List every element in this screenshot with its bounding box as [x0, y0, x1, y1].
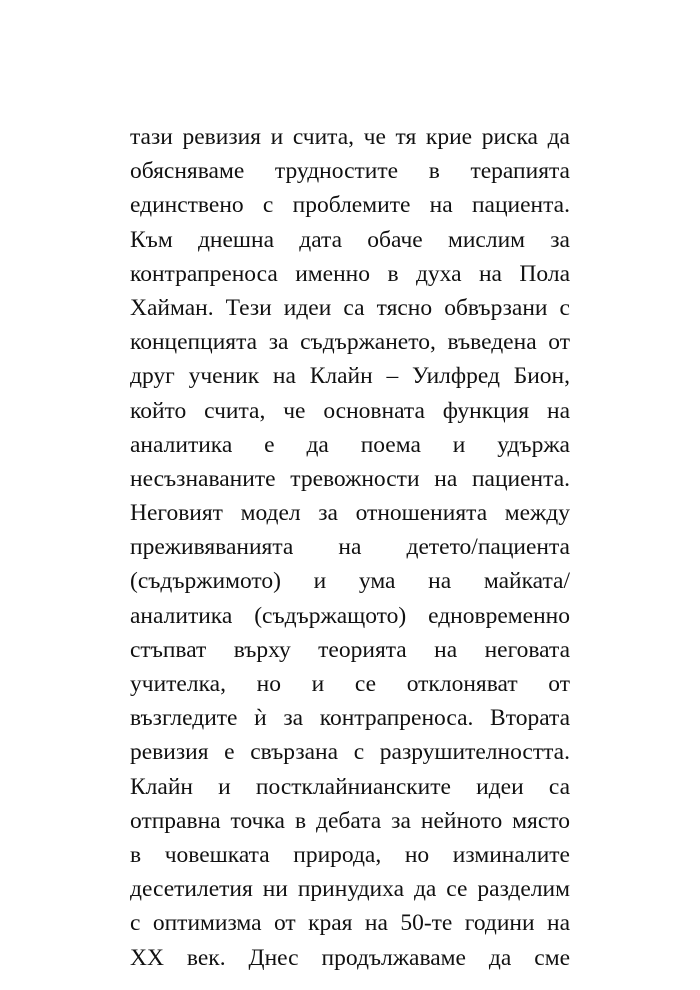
- text-line: Към днешна дата обаче мислим за: [130, 226, 570, 253]
- text-line: Хайман. Тези идеи са тясно обвързани с: [130, 294, 570, 321]
- text-line: възгледите ѝ за контрапреноса. Втората: [130, 705, 570, 732]
- text-line: с оптимизма от края на 50-те години на: [130, 910, 570, 937]
- body-text: [130, 120, 570, 975]
- text-line: в човешката природа, но изминалите: [130, 841, 570, 868]
- text-line: тази ревизия и счита, че тя крие риска да: [130, 124, 570, 150]
- text-line: несъзнаваните тревожности на пациента.: [130, 465, 570, 492]
- text-line: ревизия е свързана с разрушителността.: [130, 739, 570, 766]
- text-line: XX век. Днес продължаваме да сме: [130, 944, 570, 971]
- text-line: обясняваме трудностите в терапията: [130, 158, 570, 185]
- text-line: десетилетия ни принудиха да се разделим: [130, 876, 570, 903]
- text-line: контрапреноса именно в духа на Пола: [130, 260, 570, 287]
- text-line: единствено с проблемите на пациента.: [130, 192, 570, 219]
- text-line: аналитика е да поема и удържа: [130, 431, 570, 458]
- text-line: (съдържимото) и ума на майката/: [130, 568, 570, 595]
- text-line: Клайн и постклайнианските идеи са: [130, 773, 570, 800]
- text-line: Неговият модел за отношенията между: [130, 500, 570, 527]
- text-line: друг ученик на Клайн – Уилфред Бион,: [130, 363, 570, 390]
- text-line: който счита, че основната функция на: [130, 397, 570, 424]
- text-line: стъпват върху теорията на неговата: [130, 636, 570, 663]
- text-line: аналитика (съдържащото) едновременно: [130, 602, 570, 629]
- text-line: учителка, но и се отклоняват от: [130, 671, 570, 697]
- text-line: преживяванията на детето/пациента: [130, 534, 570, 561]
- text-line: концепцията за съдържането, въведена от: [130, 329, 570, 356]
- text-line: отправна точка в дебата за нейното място: [130, 807, 570, 834]
